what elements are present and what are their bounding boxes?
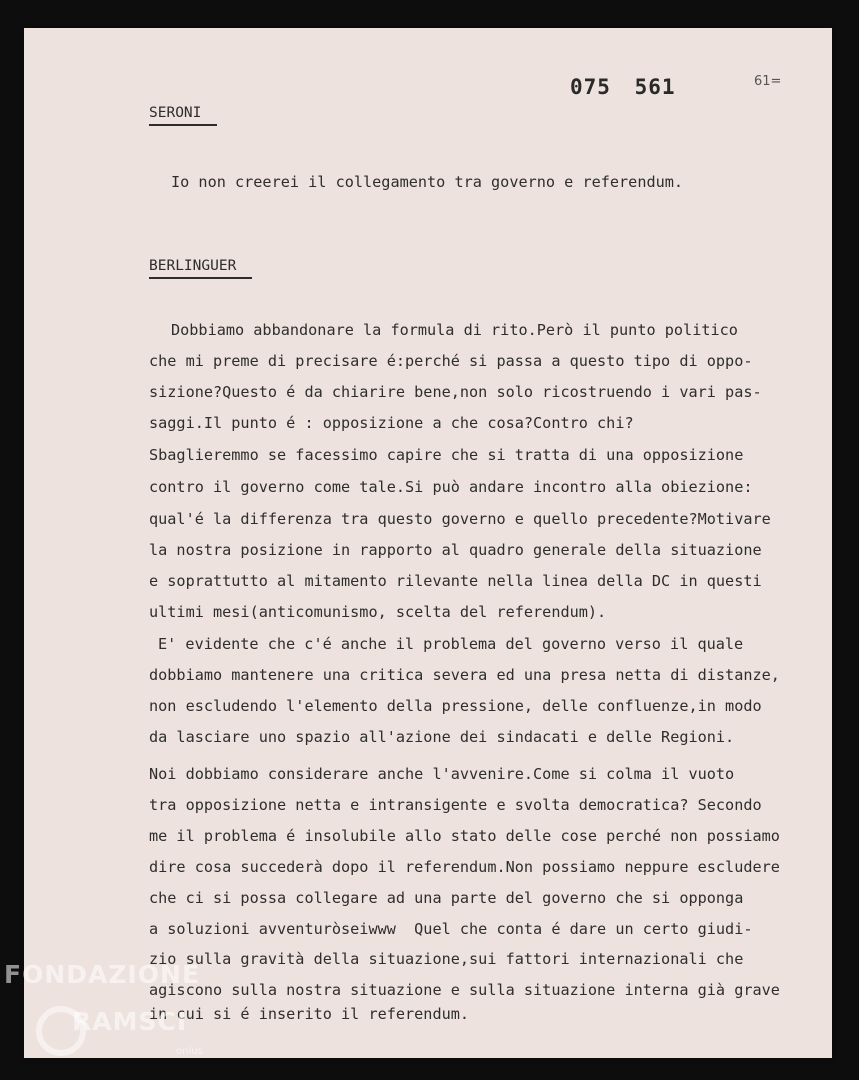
speaker-seroni: SERONI (149, 105, 217, 126)
watermark-line-1: FONDAZIONE (4, 960, 201, 989)
text-line: zio sulla gravità della situazione,sui fattori internazionali che (149, 950, 744, 968)
watermark-line-2: RAMSCI (72, 1007, 188, 1036)
text-line: la nostra posizione in rapporto al quadro generale della situazione (149, 541, 762, 559)
text-line: che ci si possa collegare ad una parte del governo che si opponga (149, 889, 744, 907)
watermark-line-3: onlus (176, 1046, 203, 1057)
text-line: dire cosa succederà dopo il referendum.Non possiamo neppure escludere (149, 858, 780, 876)
text-line: in cui si é inserito il referendum. (149, 1005, 470, 1023)
speaker-berlinguer: BERLINGUER (149, 258, 252, 279)
text-line: qual'é la differenza tra questo governo e quello precedente?Motivare (149, 510, 771, 528)
text-line: non escludendo l'elemento della pressione, delle confluenze,in modo (149, 697, 762, 715)
text-line: e soprattutto al mitamento rilevante nella linea della DC in questi (149, 572, 762, 590)
text-line: tra opposizione netta e intransigente e svolta democratica? Secondo (149, 796, 762, 814)
text-line: da lasciare uno spazio all'azione dei sindacati e delle Regioni. (149, 728, 735, 746)
text-line: Dobbiamo abbandonare la formula di rito.Però il punto politico (171, 321, 738, 339)
document-number: 075 561 (570, 75, 676, 99)
text-line: Noi dobbiamo considerare anche l'avvenire.Come si colma il vuoto (149, 765, 735, 783)
page-annotation: 61= (754, 74, 782, 89)
text-line: saggi.Il punto é : opposizione a che cosa?Contro chi? (149, 414, 634, 432)
seroni-statement: Io non creerei il collegamento tra governo e referendum. (171, 173, 684, 191)
text-line: che mi preme di precisare é:perché si passa a questo tipo di oppo- (149, 352, 753, 370)
text-line: dobbiamo mantenere una critica severa ed una presa netta di distanze, (149, 666, 780, 684)
text-line: ultimi mesi(anticomunismo, scelta del referendum). (149, 603, 607, 621)
text-line: sizione?Questo é da chiarire bene,non solo ricostruendo i vari pas- (149, 383, 762, 401)
document-page (24, 28, 832, 1058)
text-line: E' evidente che c'é anche il problema del governo verso il quale (158, 635, 744, 653)
text-line: agiscono sulla nostra situazione e sulla situazione interna già grave (149, 981, 780, 999)
text-line: Sbaglieremmo se facessimo capire che si tratta di una opposizione (149, 446, 744, 464)
text-line: a soluzioni avventuròseiwww Quel che conta é dare un certo giudi- (149, 920, 753, 938)
text-line: me il problema é insolubile allo stato delle cose perché non possiamo (149, 827, 780, 845)
text-line: contro il governo come tale.Si può andare incontro alla obiezione: (149, 478, 753, 496)
